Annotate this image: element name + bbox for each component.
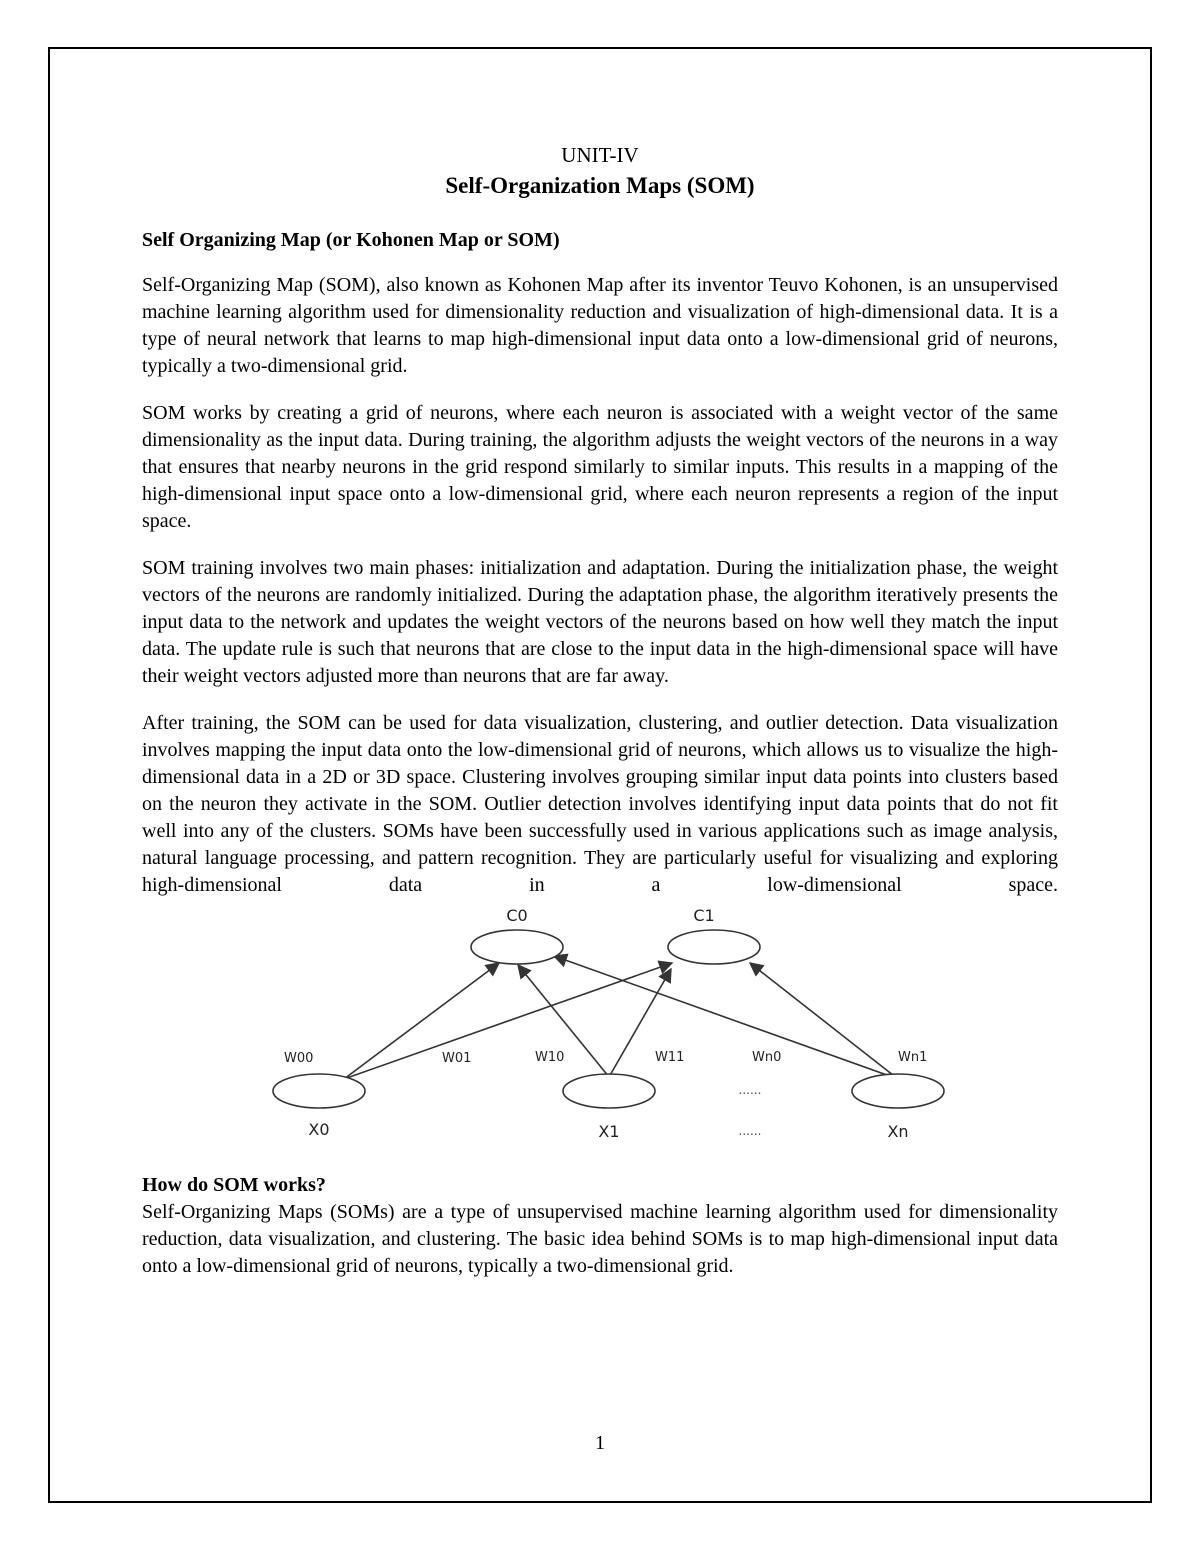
paragraph-applications: After training, the SOM can be used for data visualization, clustering, and outlier detection. Data visualization involves mapping the input data onto the low-dimensional grid of neurons, which allows us to visualize the high-dimensional data in a 2D or 3D space. Clustering involves grouping similar input data points into clusters based on the neuron they activate in the SOM. Outlier detection involves identifying input data points that do not fit well into any of the clusters. SOMs have been successfully used in various applications such as image analysis, natural language processing, and pattern recognition. They are particularly useful for visualizing and exploring high-dimensional data in a low-dimensional space. (142, 712, 1058, 896)
input-neuron-x0 (273, 1074, 365, 1108)
label-x0: X0 (308, 1120, 330, 1139)
ellipsis-top: ...... (738, 1083, 762, 1097)
input-neuron-xn (852, 1074, 944, 1108)
section-heading: Self Organizing Map (or Kohonen Map or SOM) (142, 229, 560, 251)
som-network-diagram (142, 899, 1058, 1144)
label-xn: Xn (887, 1122, 909, 1141)
output-neuron-c0 (471, 930, 563, 964)
edge-xn-c0 (554, 956, 898, 1079)
label-c0: C0 (506, 906, 528, 925)
label-c1: C1 (693, 906, 715, 925)
paragraph-how-do-som-work: Self-Organizing Maps (SOMs) are a type of unsupervised machine learning algorithm used for dimensionality reduction, data visualization, and clustering. The basic idea behind SOMs is to map high-dimensional input data onto a low-dimensional grid of neurons, typically a two-dimensional grid. (142, 1201, 1058, 1277)
how-heading: How do SOM works? (142, 1174, 326, 1196)
unit-label: UNIT-IV (561, 143, 639, 167)
label-w10: W10 (535, 1050, 565, 1065)
ellipsis-bottom: ...... (738, 1124, 762, 1138)
label-wn0: Wn0 (752, 1050, 782, 1065)
page-number: 1 (595, 1432, 605, 1454)
label-w11: W11 (655, 1050, 685, 1065)
label-w01: W01 (442, 1051, 472, 1066)
output-neuron-c1 (668, 930, 760, 964)
page-title: Self-Organization Maps (SOM) (445, 173, 755, 198)
paragraph-intro: Self-Organizing Map (SOM), also known as Kohonen Map after its inventor Teuvo Kohonen, is an unsupervised machine learning algorithm used for dimensionality reduction and visualization of high-dimensional data. It is a type of neural network that learns to map high-dimensional input data onto a low-dimensional grid of neurons, typically a two-dimensional grid. (142, 274, 1058, 377)
som-diagram-svg (142, 899, 1058, 1144)
label-w00: W00 (284, 1051, 314, 1066)
label-x1: X1 (598, 1122, 620, 1141)
document-content (142, 140, 1058, 1280)
paragraph-training-phases: SOM training involves two main phases: initialization and adaptation. During the initialization phase, the weight vectors of the neurons are randomly initialized. During the adaptation phase, the algorithm iteratively presents the input data to the network and updates the weight vectors of the neurons based on how well they match the input data. The update rule is such that neurons that are close to the input data in the high-dimensional space will have their weight vectors adjusted more than neurons that are far away. (142, 557, 1058, 687)
paragraph-how-som-works: SOM works by creating a grid of neurons, where each neuron is associated with a weight vector of the same dimensionality as the input data. During training, the algorithm adjusts the weight vectors of the neurons in a way that ensures that nearby neurons in the grid respond similarly to similar inputs. This results in a mapping of the high-dimensional input space onto a low-dimensional grid, where each neuron represents a region of the input space. (142, 402, 1058, 532)
label-wn1: Wn1 (898, 1050, 928, 1065)
input-neuron-x1 (563, 1074, 655, 1108)
edge-x0-c0 (344, 963, 499, 1079)
